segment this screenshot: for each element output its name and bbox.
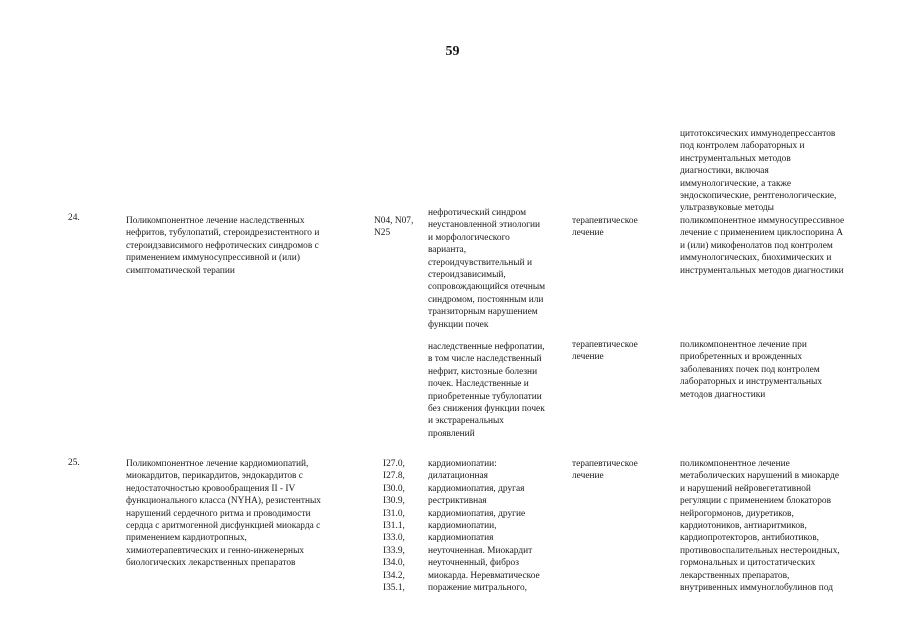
row25-method: поликомпонентное лечение метаболических нарушений в миокарде и нарушений нейровегетативной регуляции с применением блокаторов нейрогормонов, диуретиков, кардиотоников, антиаритмиков, кардиопротекторов, антибиотиков, противовоспалительных нестероидных, гормональных и цитостатических лекарственных препаратов, внутривенных иммуноглобулинов под [680, 459, 840, 594]
row25-name: Поликомпонентное лечение кардиомиопатий, миокардитов, перикардитов, эндокардитов с недостаточностью кровообращения II - IV функционального класса (NYHA), резистентных нарушений сердечного ритма и проводимости сердца с аритмогенной дисфункцией миокарда с применением кардиотропных, химиотерапевтических и генно-инженерных биологических лекарственных препаратов [126, 459, 321, 569]
row24-icd-codes: N04, N07, N25 [374, 216, 414, 239]
row24-sub2-method: поликомпонентное лечение при приобретенных и врожденных заболеваниях почек под контролем лабораторных и инструментальных методов диагностики [680, 340, 823, 400]
row24-method-continuation: цитотоксических иммунодепрессантов под контролем лабораторных и инструментальных методов диагностики, включая иммунологические, а также эндоскопические, рентгенологические, ультразвуковые методы [680, 129, 837, 214]
row24-sub1-method: поликомпонентное иммуносупрессивное лечение с применением циклоспорина А и (или) микофенолатов под контролем иммунологических, биохимических и инструментальных методов диагностики [680, 216, 845, 276]
row25-model: кардиомиопатии: дилатационная кардиомиопатия, другая рестриктивная кардиомиопатия, другие кардиомиопатии, кардиомиопатия неуточненная. Миокардит неуточненный, фиброз миокарда. Неревматическое поражение митрального, [428, 459, 540, 594]
row25-treatment: терапевтическое лечение [572, 459, 638, 482]
row24-sub2-model: наследственные нефропатии, в том числе наследственный нефрит, кистозные болезни почек. Наследственные и приобретенные тубулопатии без снижения функции почек и экстраренальных проявлений [428, 342, 545, 439]
row25-icd-codes: I27.0, I27.8, I30.0, I30.9, I31.0, I31.1, I33.0, I33.9, I34.0, I34.2, I35.1, [383, 459, 405, 594]
row25-number: 25. [68, 458, 80, 468]
row24-name: Поликомпонентное лечение наследственных нефритов, тубулопатий, стероидрезистентного и стероидзависимого нефротических синдромов с применением иммуносупрессивной и (или) симптоматической терапии [126, 216, 320, 276]
row24-sub1-treatment: терапевтическое лечение [572, 216, 638, 239]
row24-sub2-treatment: терапевтическое лечение [572, 340, 638, 363]
page-number: 59 [445, 44, 460, 59]
row24-sub1-model: нефротический синдром неустановленной этиологии и морфологического варианта, стероидчувствительный и стероидзависимый, сопровождающийся отечным синдромом, постоянным или транзиторным нарушением функции почек [428, 208, 546, 330]
row24-number: 24. [68, 213, 80, 223]
